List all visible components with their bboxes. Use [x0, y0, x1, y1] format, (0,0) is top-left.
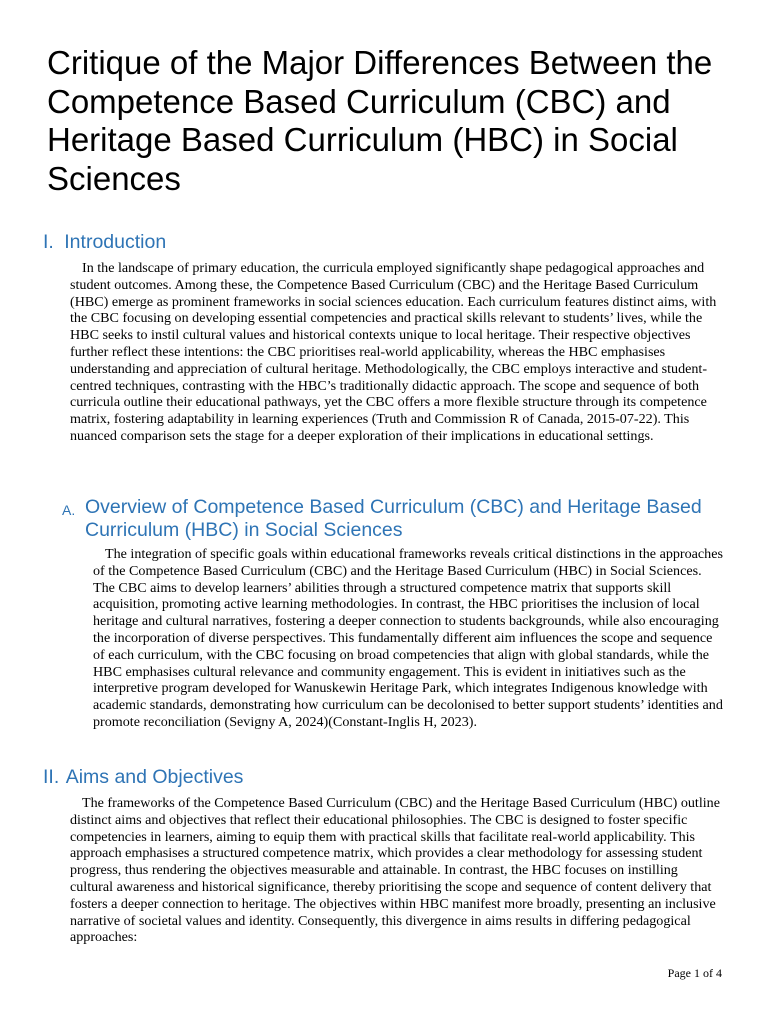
introduction-paragraph: In the landscape of primary education, the curricula employed significantly shape pedagogical approaches and student outcomes. Among these, the Competence Based Curriculum (CBC) and the Heritage Based Curriculum (HBC) emerge as prominent frameworks in social sciences education. Each curriculum features distinct aims, with the CBC focusing on developing essential competencies and practical skills relevant to students’ lives, while the HBC seeks to instil cultural values and historical contexts unique to local heritage. Their respective objectives further reflect these intentions: the CBC prioritises real-world applicability, whereas the HBC emphasises understanding and appreciation of cultural heritage. Methodologically, the CBC employs interactive and student-centred techniques, contrasting with the HBC’s traditionally didactic approach. The scope and sequence of both curricula outline their educational pathways, yet the CBC offers a more flexible structure through its competence matrix, fostering adaptability in learning experiences (Truth and Commission R of Canada, 2015-07-22). This nuanced comparison sets the stage for a deeper exploration of their implications in educational settings. — [70, 260, 717, 444]
document-title: Critique of the Major Differences Between the Competence Based Curriculum (CBC) and Heritage Based Curriculum (HBC) in Social Sciences — [47, 44, 713, 197]
page-number: Page 1 of 4 — [667, 966, 722, 980]
subsection-title: Overview of Competence Based Curriculum (CBC) and Heritage Based Curriculum (HBC) in Social Sciences — [85, 496, 702, 541]
section-title: Introduction — [64, 231, 167, 253]
section-heading-introduction — [43, 230, 166, 254]
aims-paragraph: The frameworks of the Competence Based Curriculum (CBC) and the Heritage Based Curriculum (HBC) outline distinct aims and objectives that reflect their educational philosophies. The CBC is designed to foster specific competencies in learners, aiming to equip them with practical skills that facilitate real-world applicability. This approach emphasises a structured competence matrix, which provides a clear methodology for assessing student progress, thus rendering the objectives measurable and attainable. In contrast, the HBC focuses on instilling cultural awareness and historical significance, thereby prioritising the scope and sequence of content delivery that fosters a deeper connection to heritage. The objectives within HBC manifest more broadly, presenting an inclusive narrative of societal values and identity. Consequently, this divergence in aims results in differing pedagogical approaches: — [70, 795, 720, 946]
subsection-letter: A. — [62, 502, 76, 518]
section-number: II. — [43, 766, 60, 788]
section-number: I. — [43, 231, 54, 253]
section-heading-aims — [43, 765, 243, 789]
section-title: Aims and Objectives — [65, 766, 244, 788]
subsection-heading-overview — [62, 496, 742, 544]
overview-paragraph: The integration of specific goals within educational frameworks reveals critical distinctions in the approaches of the Competence Based Curriculum (CBC) and the Heritage Based Curriculum (HBC) in Social Sciences. The CBC aims to develop learners’ abilities through a structured competence matrix that supports skill acquisition, promoting active learning methodologies. In contrast, the HBC prioritises the inclusion of local heritage and cultural narratives, fostering a deeper connection to students backgrounds, while also encouraging the incorporation of diverse perspectives. This fundamentally different aim influences the scope and sequence of each curriculum, with the CBC focusing on broad competencies that align with global standards, while the HBC emphasises cultural relevance and community engagement. This is evident in initiatives such as the interpretive program developed for Wanuskewin Heritage Park, which integrates Indigenous knowledge with academic standards, demonstrating how curriculum can be decolonised to better support students’ identities and promote reconciliation (Sevigny A, 2024)(Constant-Inglis H, 2023). — [93, 546, 723, 730]
